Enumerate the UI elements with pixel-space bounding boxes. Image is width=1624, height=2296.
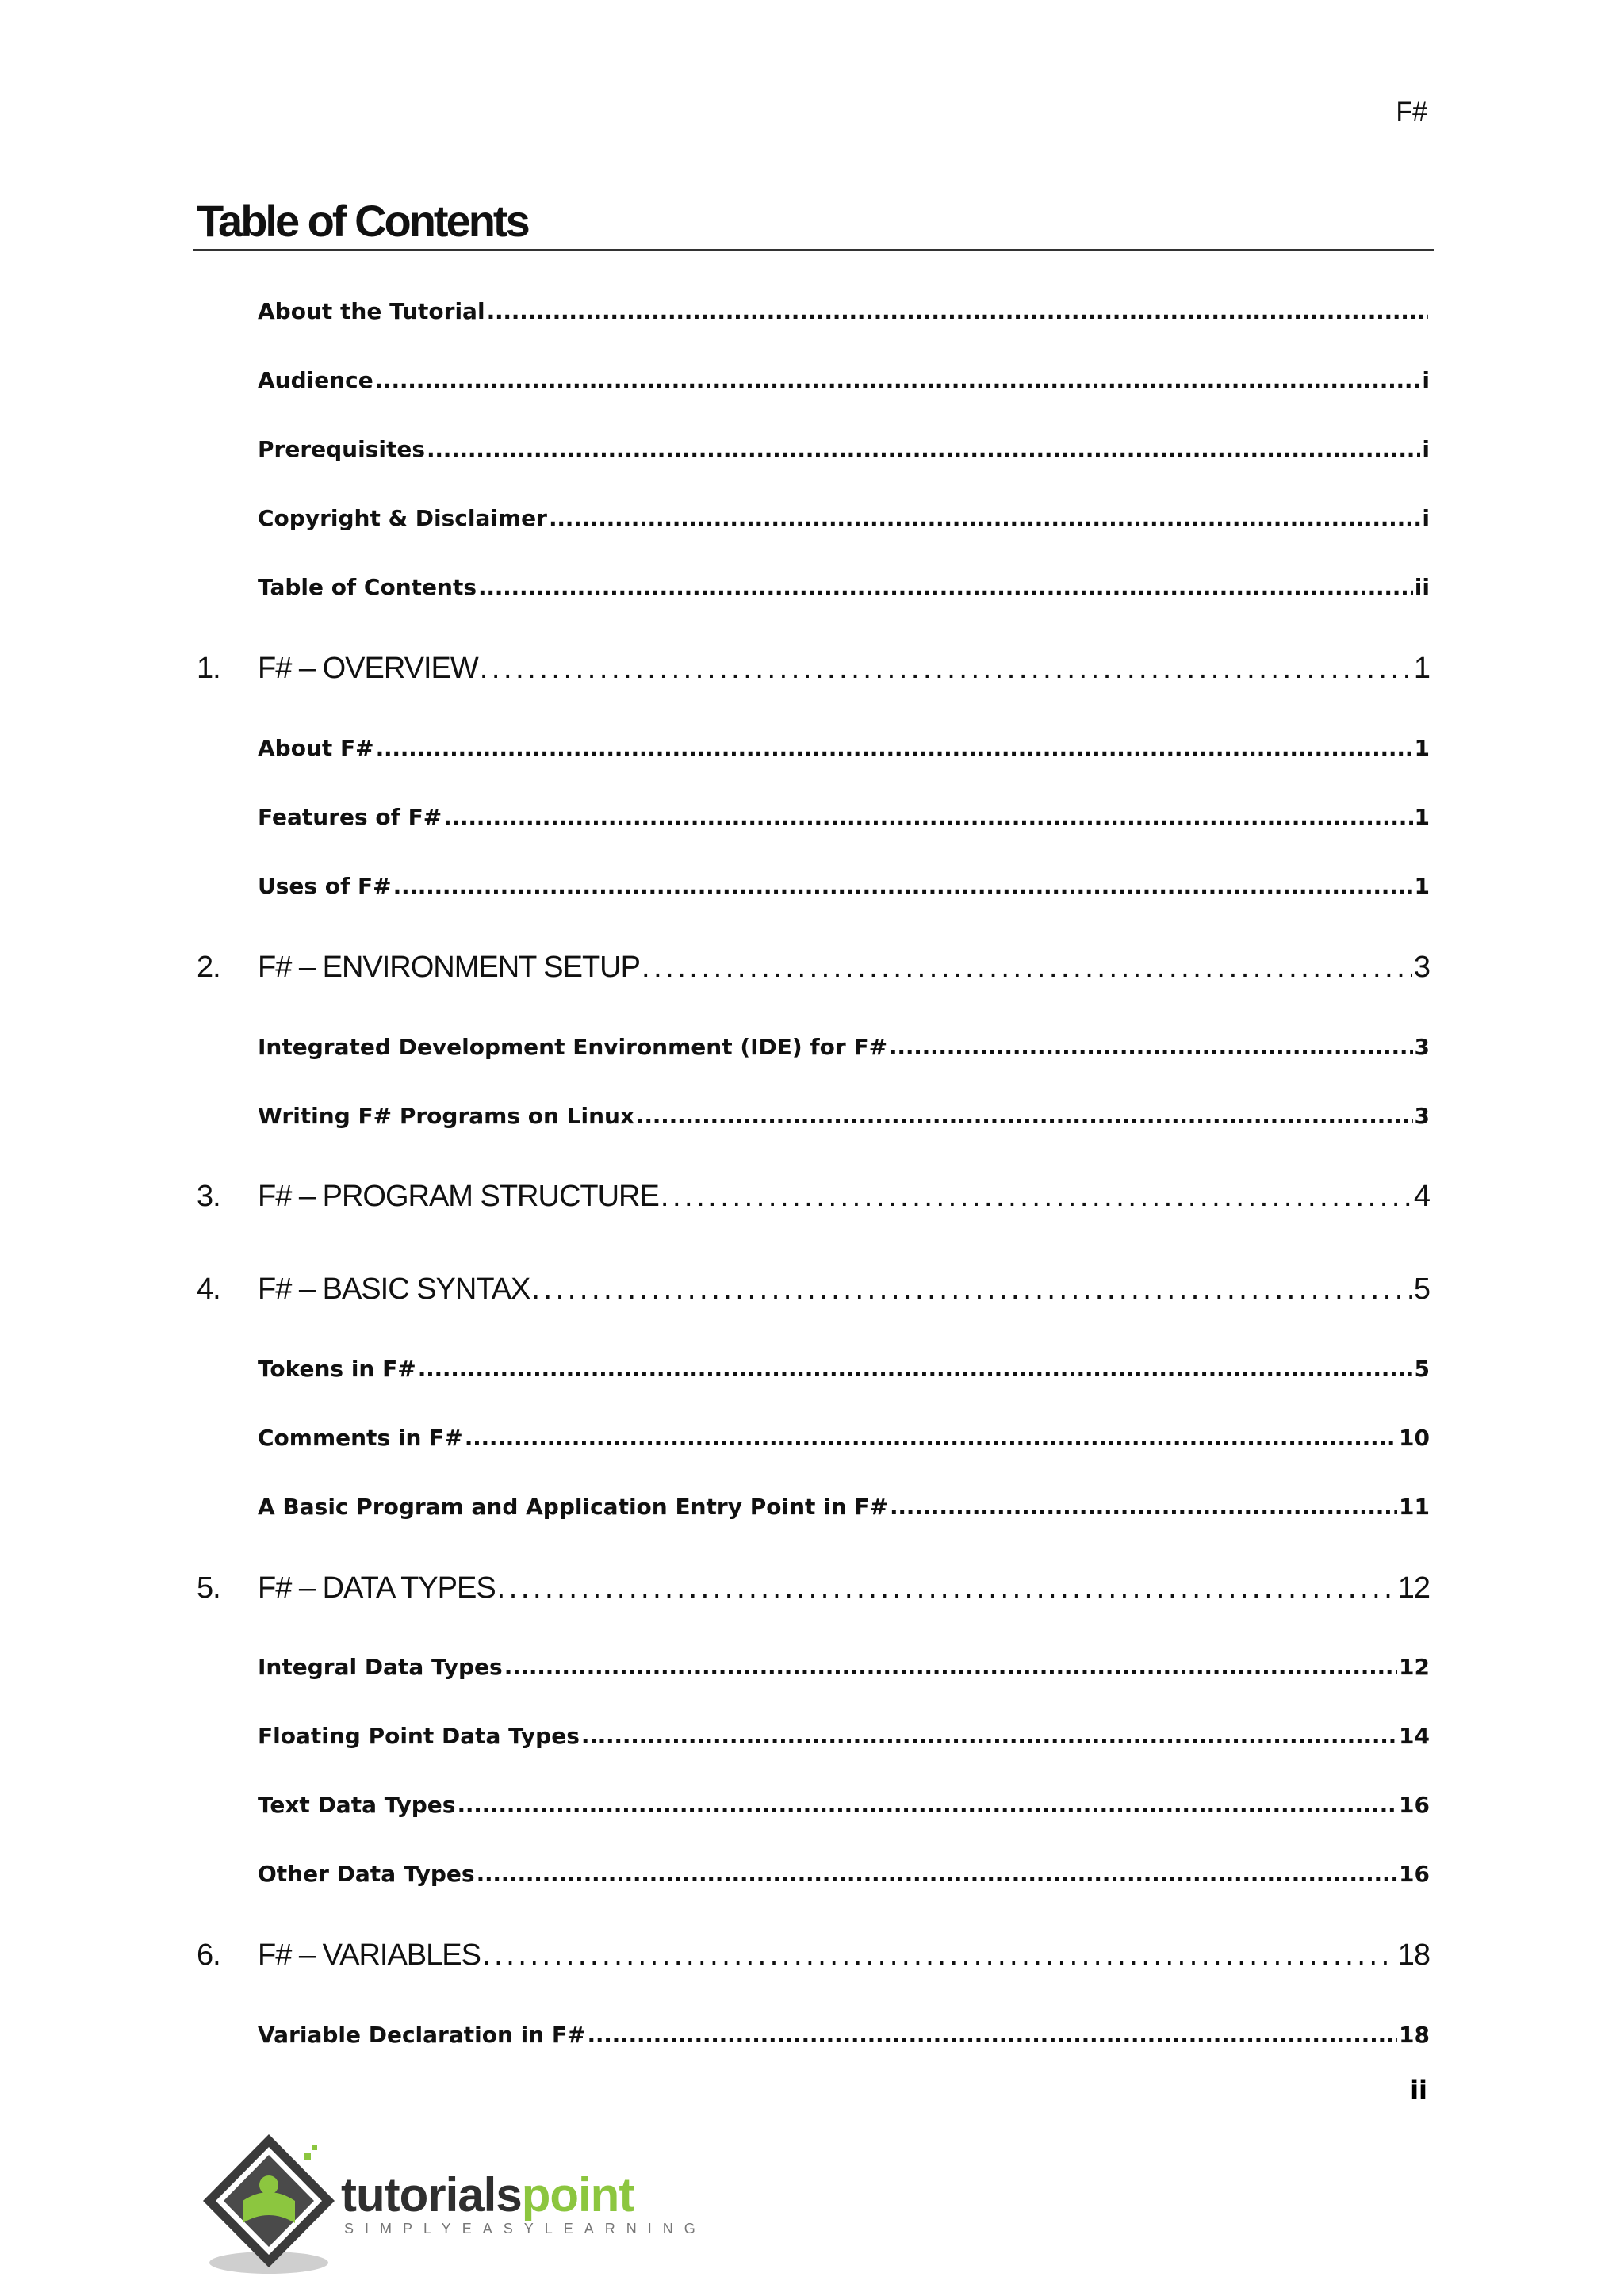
toc-section-entry[interactable] [258, 1425, 1430, 1451]
toc-section-entry[interactable] [258, 2022, 1430, 2048]
entry-title: F# – DATA TYPES [258, 1571, 496, 1605]
logo-tagline: SIMPLYEASYLEARNING [344, 2221, 707, 2237]
dot-leader [497, 1571, 1396, 1605]
entry-title: About F# [258, 735, 374, 761]
entry-title: Copyright & Disclaimer [258, 505, 547, 531]
entry-title: Prerequisites [258, 436, 425, 462]
entry-title: Tokens in F# [258, 1356, 416, 1382]
entry-page-number: i [1422, 505, 1430, 531]
toc-section-entry[interactable] [258, 298, 1430, 324]
entry-title: Text Data Types [258, 1792, 456, 1818]
chapter-number: 2. [197, 951, 220, 984]
entry-page-number: 10 [1399, 1425, 1430, 1451]
entry-title: Other Data Types [258, 1861, 475, 1887]
entry-title: Integral Data Types [258, 1654, 503, 1680]
dot-leader [480, 652, 1412, 686]
toc-section-entry[interactable] [258, 574, 1430, 600]
dot-leader [477, 1861, 1397, 1887]
dot-leader [487, 298, 1428, 324]
dot-leader [588, 2022, 1398, 2048]
chapter-number: 6. [197, 1938, 220, 1972]
entry-title: F# – OVERVIEW [258, 652, 478, 685]
toc-chapter-entry[interactable] [197, 1571, 1430, 1605]
toc-chapter-entry[interactable] [197, 1272, 1430, 1307]
entry-page-number: i [1422, 436, 1430, 462]
entry-page-number: 3 [1414, 1034, 1430, 1060]
dot-leader [636, 1103, 1412, 1129]
entry-page-number: 1 [1414, 804, 1430, 830]
dot-leader [478, 574, 1413, 600]
entry-title: F# – VARIABLES [258, 1938, 481, 1972]
toc-section-entry[interactable] [258, 1034, 1430, 1060]
entry-page-number: 14 [1399, 1723, 1430, 1749]
entry-title: F# – ENVIRONMENT SETUP [258, 951, 640, 984]
toc-chapter-entry[interactable] [197, 1938, 1430, 1973]
running-header: F# [1396, 97, 1427, 127]
toc-section-entry[interactable] [258, 1356, 1430, 1382]
entry-title: F# – BASIC SYNTAX [258, 1272, 530, 1306]
page-title: Table of Contents [197, 196, 528, 246]
toc-chapter-entry[interactable] [197, 1180, 1430, 1214]
toc-section-entry[interactable] [258, 735, 1430, 761]
toc-section-entry[interactable] [258, 1654, 1430, 1680]
entry-title: Uses of F# [258, 873, 392, 899]
entry-page-number: 18 [1397, 1938, 1430, 1972]
entry-title: Floating Point Data Types [258, 1723, 580, 1749]
entry-title: F# – PROGRAM STRUCTURE [258, 1180, 659, 1213]
entry-title: Audience [258, 367, 373, 393]
entry-page-number: 1 [1413, 652, 1430, 685]
toc-section-entry[interactable] [258, 1494, 1430, 1520]
entry-page-number: 1 [1414, 873, 1430, 899]
toc-section-entry[interactable] [258, 1723, 1430, 1749]
entry-title: Variable Declaration in F# [258, 2022, 586, 2048]
entry-page-number: 16 [1399, 1792, 1430, 1818]
page-number: ii [1410, 2075, 1427, 2105]
toc-section-entry[interactable] [258, 1861, 1430, 1887]
dot-leader [418, 1356, 1413, 1382]
entry-page-number: 3 [1413, 951, 1430, 984]
logo-wordmark: tutorialspoint [341, 2168, 634, 2221]
entry-title: Comments in F# [258, 1425, 463, 1451]
logo-mark-icon [193, 2128, 352, 2279]
toc-chapter-entry[interactable] [197, 951, 1430, 985]
entry-title: A Basic Program and Application Entry Point in F# [258, 1494, 889, 1520]
entry-title: Table of Contents [258, 574, 477, 600]
entry-title: Writing F# Programs on Linux [258, 1103, 635, 1129]
toc-section-entry[interactable] [258, 1792, 1430, 1818]
toc-section-entry[interactable] [258, 1103, 1430, 1129]
entry-page-number: 4 [1413, 1180, 1430, 1213]
entry-page-number: 12 [1399, 1654, 1430, 1680]
dot-leader [393, 873, 1413, 899]
dot-leader [457, 1792, 1397, 1818]
toc-section-entry[interactable] [258, 505, 1430, 531]
dot-leader [375, 367, 1421, 393]
entry-title: Features of F# [258, 804, 442, 830]
dot-leader [531, 1272, 1411, 1307]
chapter-number: 4. [197, 1272, 220, 1306]
dot-leader [376, 735, 1413, 761]
entry-page-number: 11 [1399, 1494, 1430, 1520]
dot-leader [465, 1425, 1397, 1451]
chapter-number: 3. [197, 1180, 220, 1213]
entry-page-number: ii [1414, 574, 1430, 600]
chapter-number: 5. [197, 1571, 220, 1605]
dot-leader [443, 804, 1412, 830]
dot-leader [642, 951, 1412, 985]
dot-leader [581, 1723, 1397, 1749]
dot-leader [889, 1034, 1412, 1060]
entry-page-number: i [1422, 367, 1430, 393]
chapter-number: 1. [197, 652, 220, 685]
entry-page-number: 12 [1397, 1571, 1430, 1605]
dot-leader [890, 1494, 1397, 1520]
entry-page-number: 5 [1413, 1272, 1430, 1306]
dot-leader [661, 1180, 1412, 1214]
toc-chapter-entry[interactable] [197, 652, 1430, 686]
entry-page-number: 5 [1414, 1356, 1430, 1382]
toc-section-entry[interactable] [258, 873, 1430, 899]
entry-title: Integrated Development Environment (IDE) for F# [258, 1034, 888, 1060]
toc-section-entry[interactable] [258, 804, 1430, 830]
dot-leader [427, 436, 1420, 462]
dot-leader [482, 1938, 1396, 1973]
dot-leader [504, 1654, 1397, 1680]
toc-section-entry[interactable] [258, 367, 1430, 393]
toc-section-entry[interactable] [258, 436, 1430, 462]
entry-page-number: 3 [1414, 1103, 1430, 1129]
entry-page-number: 16 [1399, 1861, 1430, 1887]
entry-title: About the Tutorial [258, 298, 485, 324]
tutorialspoint-logo [193, 2128, 707, 2279]
entry-page-number: 1 [1414, 735, 1430, 761]
dot-leader [549, 505, 1420, 531]
entry-page-number: 18 [1399, 2022, 1430, 2048]
heading-rule [193, 249, 1434, 251]
